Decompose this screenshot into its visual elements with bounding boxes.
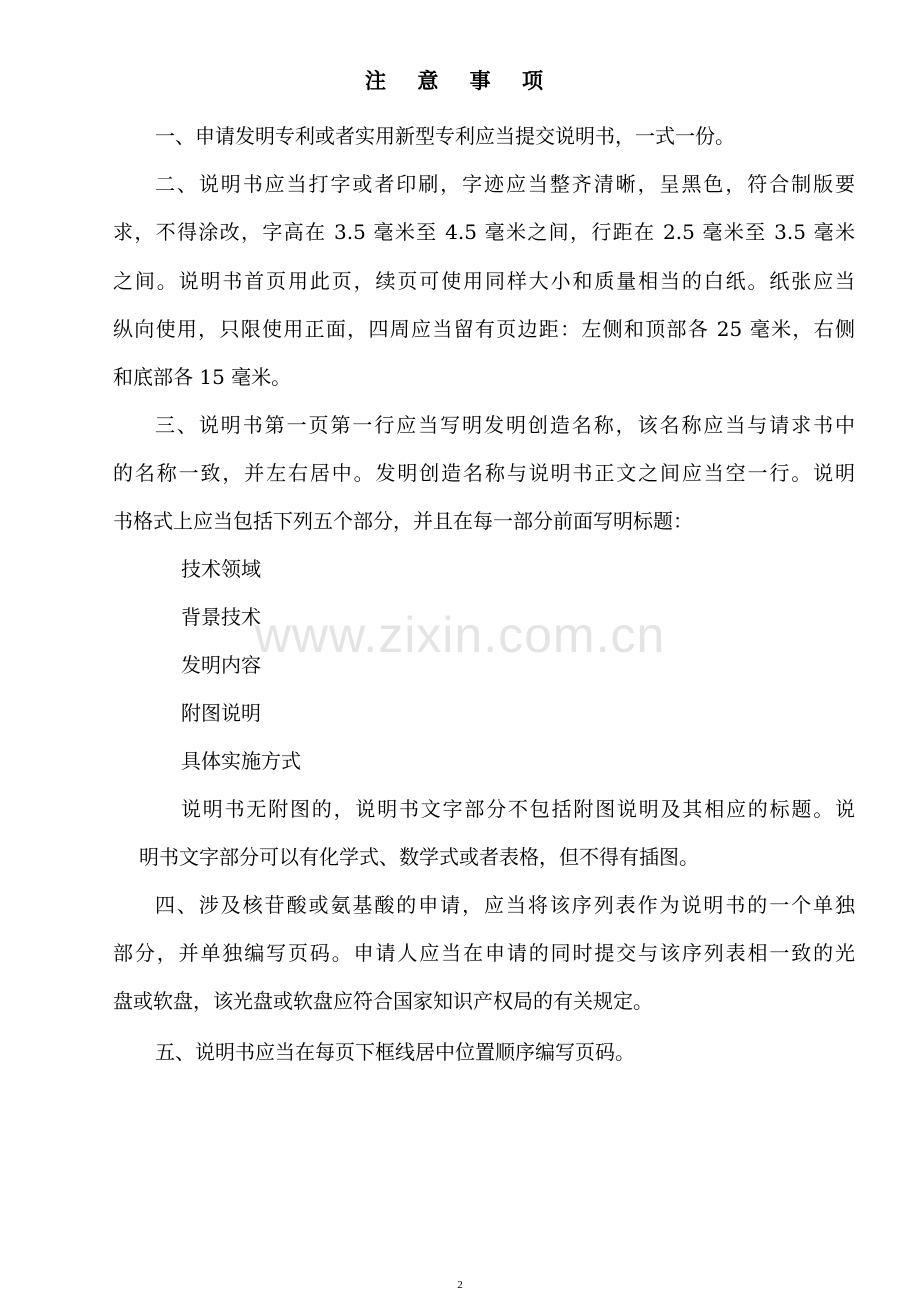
page-number: 2 (457, 1279, 463, 1291)
paragraph-2-line: 和底部各 15 毫米。 (113, 365, 292, 389)
section-heading-item: 具体实施方式 (181, 749, 301, 773)
paragraph-5-line: 五、说明书应当在每页下框线居中位置顺序编写页码。 (155, 1040, 635, 1064)
paragraph-2-line: 求，不得涂改，字高在 3.5 毫米至 4.5 毫米之间，行距在 2.5 毫米至 3.5 毫米 (113, 220, 855, 244)
paragraph-2-line: 之间。说明书首页用此页，续页可使用同样大小和质量相当的白纸。纸张应当 (113, 269, 855, 293)
section-heading-item: 背景技术 (181, 605, 261, 629)
note-line: 明书文字部分可以有化学式、数学式或者表格，但不得有插图。 (139, 845, 699, 869)
note-line: 说明书无附图的，说明书文字部分不包括附图说明及其相应的标题。说 (181, 797, 855, 821)
paragraph-3-line: 的名称一致，并左右居中。发明创造名称与说明书正文之间应当空一行。说明 (113, 461, 855, 485)
paragraph-4-line: 部分，并单独编写页码。申请人应当在申请的同时提交与该序列表相一致的光 (113, 941, 855, 965)
paragraph-4-line: 盘或软盘，该光盘或软盘应符合国家知识产权局的有关规定。 (113, 989, 653, 1013)
paragraph-2-line: 纵向使用，只限使用正面，四周应当留有页边距：左侧和顶部各 25 毫米，右侧 (113, 317, 855, 341)
page-title: 注 意 事 项 (365, 68, 555, 93)
watermark: www.zixin.com.cn (254, 607, 666, 663)
section-heading-item: 发明内容 (181, 653, 261, 677)
section-heading-item: 附图说明 (181, 701, 261, 725)
paragraph-2-line: 二、说明书应当打字或者印刷，字迹应当整齐清晰，呈黑色，符合制版要 (155, 172, 855, 196)
paragraph-4-line: 四、涉及核苷酸或氨基酸的申请，应当将该序列表作为说明书的一个单独 (155, 893, 855, 917)
paragraph-3-line: 三、说明书第一页第一行应当写明发明创造名称，该名称应当与请求书中 (155, 413, 855, 437)
paragraph-3-line: 书格式上应当包括下列五个部分，并且在每一部分前面写明标题： (113, 509, 693, 533)
paragraph-1-line: 一、申请发明专利或者实用新型专利应当提交说明书，一式一份。 (155, 124, 735, 148)
section-heading-item: 技术领域 (181, 557, 261, 581)
